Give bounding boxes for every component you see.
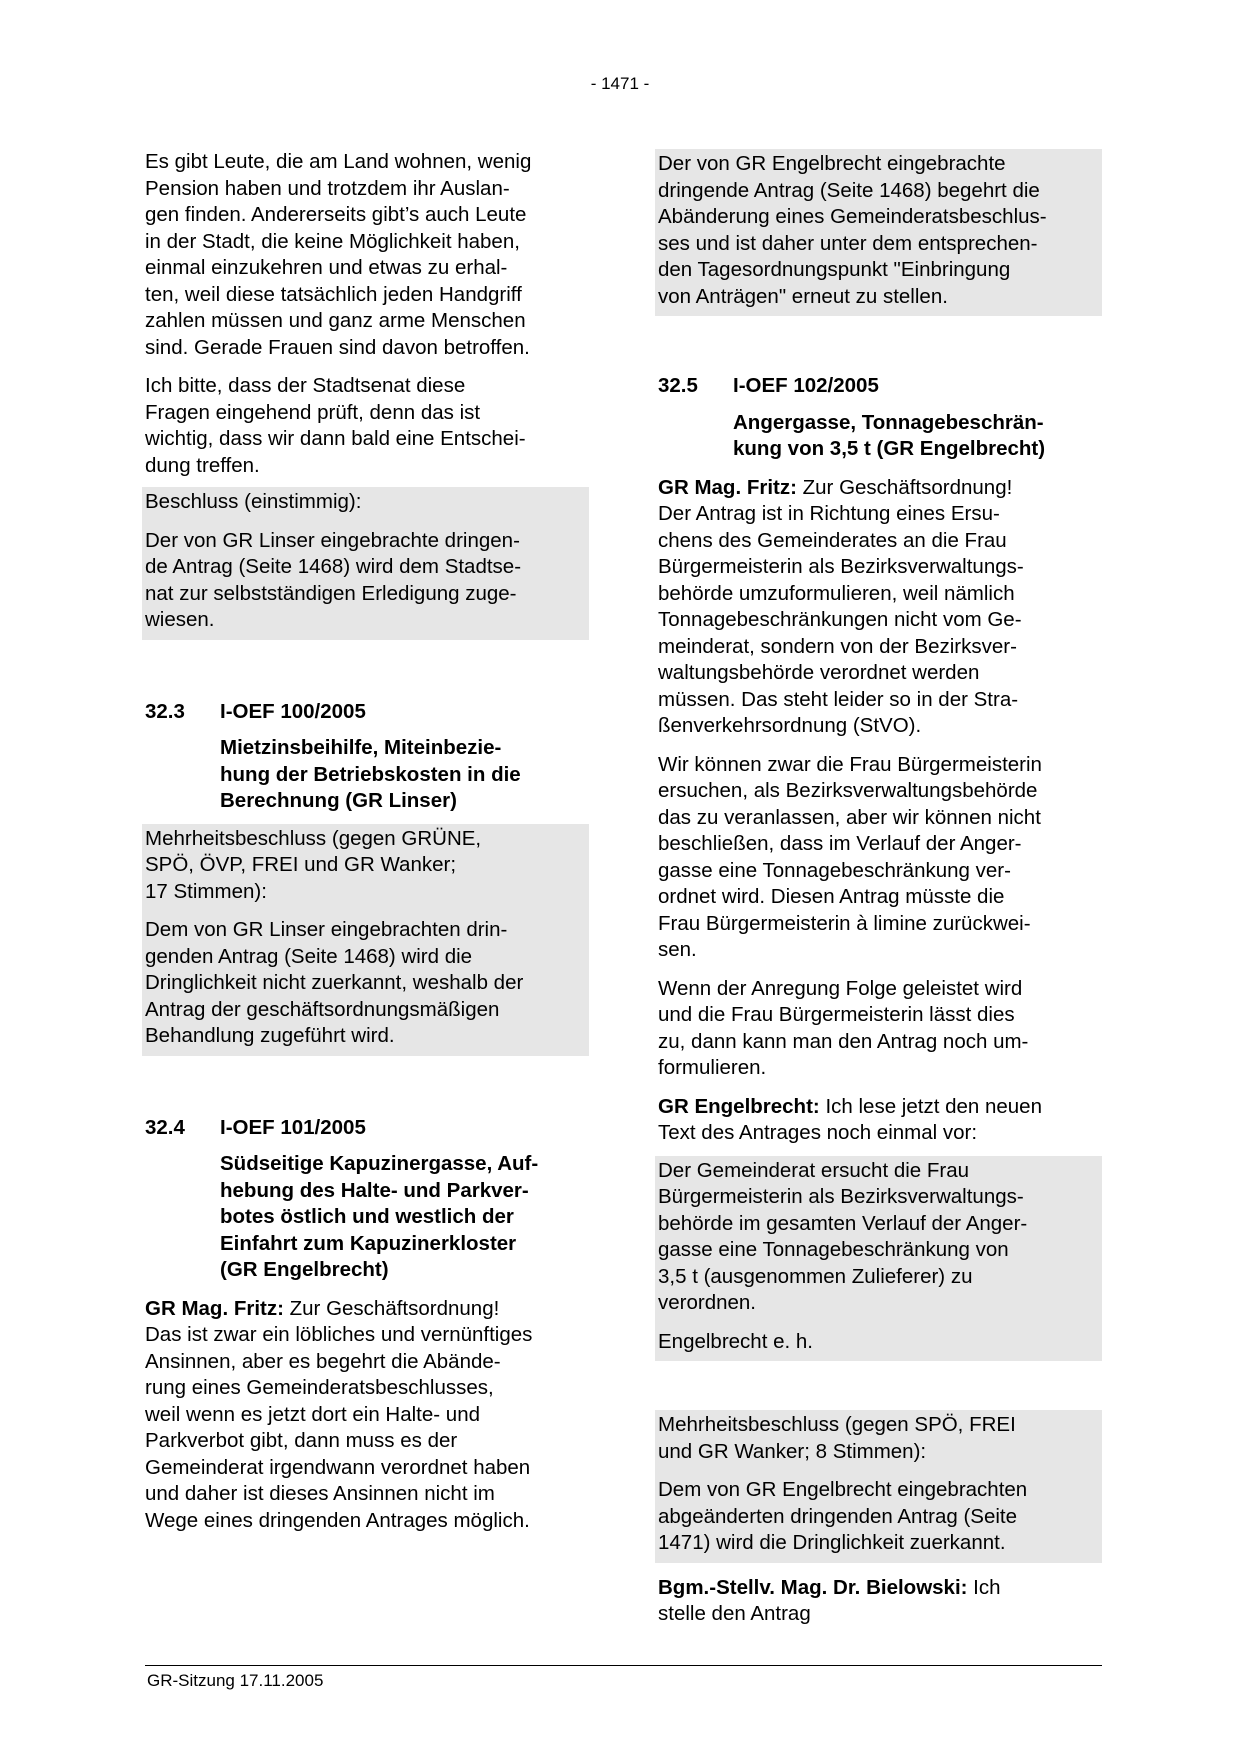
speech [658,1094,1102,1147]
section-title: Südseitige Kapuzinergasse, Auf- hebung des Halte- und Parkver- botes östlich und westlich der Einfahrt zum Kapuzinerkloster (GR Engelbrecht) [220,1152,539,1281]
page-number: - 1471 - [590,74,650,93]
section-number: 32.5 [658,374,698,397]
resolution-text: Der von GR Engelbrecht eingebrachte dringende Antrag (Seite 1468) begehrt die Abänderung eines Gemeinderatsbeschlus- ses und ist daher unter dem entsprechen- den Tagesordnungspunkt "Einbringung von Anträgen" erneut zu stellen. [658,152,1047,308]
right-column [658,149,1102,1628]
motion-text: Der Gemeinderat ersucht die Frau Bürgermeisterin als Bezirksverwaltungs- behörde im gesamten Verlauf der Anger- gasse eine Tonnagebeschränkung von 3,5 t (ausgenommen Zulieferer) zu verordnen. [658,1158,1028,1314]
footer-divider [145,1665,1102,1666]
resolution-text: Dem von GR Linser eingebrachten drin- genden Antrag (Seite 1468) wird die Dringlichkeit nicht zuerkannt, weshalb der Antrag der geschäftsordnungsmäßigen Behandlung zugeführt wird. [145,918,524,1047]
speaker: GR Mag. Fritz: [658,475,797,499]
motion-signature: Engelbrecht e. h. [658,1329,813,1353]
section-heading [658,373,1102,400]
speech-text: stelle den Antrag [658,1602,811,1625]
paragraph: Es gibt Leute, die am Land wohnen, wenig Pension haben und trotzdem ihr Auslan- gen finden. Andererseits gibt’s auch Leute in der Stadt, die keine Möglichkeit haben, einmal einzukehren und etwas zu erhal- ten, weil diese tatsächlich jeden Handgriff zahlen müssen und ganz arme Menschen sind. Gerade Frauen sind davon betroffen. [145,150,532,359]
speaker: Bgm.-Stellv. Mag. Dr. Bielowski: [658,1575,968,1599]
resolution-box [655,149,1102,316]
speech [145,1296,589,1535]
left-column [145,149,589,1534]
section-code: I-OEF 102/2005 [733,374,879,397]
speaker: GR Engelbrecht: [658,1094,820,1118]
resolution-box [142,824,589,1056]
speech-first-line: Ich lese jetzt den neuen [819,1094,1042,1118]
footer-text: GR-Sitzung 17.11.2005 [147,1671,324,1690]
speaker: GR Mag. Fritz: [145,1296,284,1320]
speech [658,475,1102,740]
resolution-text: Dem von GR Engelbrecht eingebrachten abgeänderten dringenden Antrag (Seite 1471) wird die Dringlichkeit zuerkannt. [658,1478,1028,1554]
paragraph: Ich bitte, dass der Stadtsenat diese Fragen eingehend prüft, denn das ist wichtig, dass wir dann bald eine Entschei- dung treffen. [145,374,526,477]
resolution-box [655,1410,1102,1563]
speech-first-line: Ich [967,1575,1001,1599]
speech-first-line: Zur Geschäftsordnung! [283,1296,500,1320]
paragraph: Wenn der Anregung Folge geleistet wird und die Frau Bürgermeisterin lässt dies zu, dann kann man den Antrag noch um- formulieren. [658,976,1029,1079]
section-code: I-OEF 101/2005 [220,1115,366,1139]
paragraph: Wir können zwar die Frau Bürgermeisterin ersuchen, als Bezirksverwaltungsbehörde das zu veranlassen, aber wir können nicht beschließen, dass im Verlauf der Anger- gasse eine Tonnagebeschränkung ver- ordnet wird. Diesen Antrag müsste die Frau Bürgermeisterin à limine zurückwei- sen. [658,752,1042,961]
section-heading [145,699,589,726]
section-number: 32.4 [145,1115,185,1139]
section-title: Mietzinsbeihilfe, Miteinbezie- hung der Betriebskosten in die Berechnung (GR Linser) [220,736,521,812]
resolution-heading: Mehrheitsbeschluss (gegen SPÖ, FREI und GR Wanker; 8 Stimmen): [658,1413,1016,1463]
section-title: Angergasse, Tonnagebeschrän- kung von 3,5 t (GR Engelbrecht) [733,410,1046,460]
speech [658,1575,1102,1628]
resolution-text: Der von GR Linser eingebrachte dringen- de Antrag (Seite 1468) wird dem Stadtse- nat zur selbstständigen Erledigung zuge- wiesen. [145,528,522,631]
resolution-heading: Beschluss (einstimmig): [145,490,362,513]
section-number: 32.3 [145,699,185,723]
speech-first-line: Zur Geschäftsordnung! [796,475,1013,499]
resolution-heading: Mehrheitsbeschluss (gegen GRÜNE, SPÖ, ÖVP, FREI und GR Wanker; 17 Stimmen): [145,826,482,903]
speech-text: Das ist zwar ein löbliches und vernünftiges Ansinnen, aber es begehrt die Abände- rung eines Gemeinderatsbeschlusses, weil wenn es jetzt dort ein Halte- und Parkverbot gibt, dann muss es der Gemeinderat irgendwann verordnet haben und daher ist dieses Ansinnen nicht im Wege eines dringenden Antrages möglich. [145,1323,533,1532]
speech-text: Text des Antrages noch einmal vor: [658,1121,978,1144]
section-code: I-OEF 100/2005 [220,699,366,723]
speech-text: Der Antrag ist in Richtung eines Ersu- chens des Gemeinderates an die Frau Bürgermeisterin als Bezirksverwaltungs- behörde umzuformulieren, weil nämlich Tonnagebeschränkungen nicht vom Ge- meinderat, sondern von der Bezirksver- waltungsbehörde verordnet werden müssen. Das steht leider so in der Stra- ßenverkehrsordnung (StVO). [658,502,1024,737]
motion-text-box [655,1156,1102,1362]
resolution-box [142,487,589,640]
section-heading [145,1115,589,1142]
